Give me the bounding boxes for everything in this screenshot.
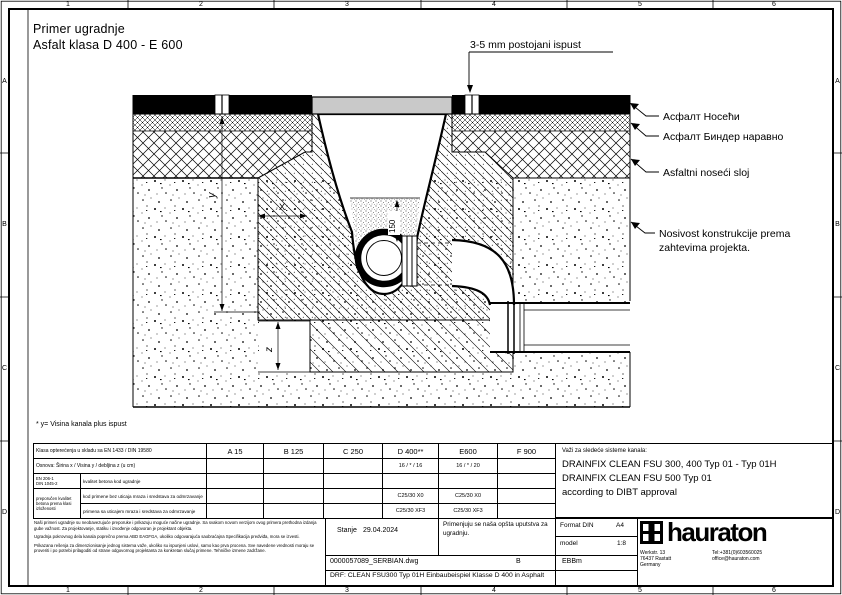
- cell: [264, 489, 324, 504]
- concrete-standard-cell: [34, 474, 81, 489]
- pipe-socket: [402, 236, 417, 286]
- titleblock-line: [637, 518, 638, 585]
- system-line: according to DIBT approval: [562, 486, 677, 498]
- hauraton-logo-icon: [640, 521, 663, 544]
- titleblock-line: [555, 536, 637, 537]
- cell: [498, 489, 556, 504]
- callout-joint-label: 3-5 mm postojani ispust: [470, 39, 581, 51]
- systems-title: Važi za sledeće sisteme kanala:: [562, 448, 647, 454]
- joint-right: [465, 95, 479, 114]
- joint-left: [215, 95, 229, 114]
- cross-section: [133, 95, 630, 407]
- disclaimer-p3: Prikazana rešenja za dimenzionisanje jednog sistema važe, ukoliko su ispunjeni uslovi, samo kao prva procena. Sve navedene vrednosti moraju se proveriti i po potrebi prilagoditi od strane odgovornog projektanta za konkretan slučaj primene. Tehničke izmene zadržane.: [34, 542, 315, 554]
- col-e600: E600: [439, 444, 498, 459]
- status-label: Stanje: [337, 527, 357, 534]
- titleblock-line: [555, 518, 556, 585]
- format-value: A4: [616, 522, 624, 529]
- col-c250: C 250: [324, 444, 383, 459]
- installation-note: Primenjuju se naša opšta uputstva za ugradnju.: [443, 521, 548, 537]
- company-phone: Tel:+381(0)603560025: [712, 550, 763, 556]
- ruler-col-3b: 3: [345, 587, 349, 594]
- valid-systems-box: [555, 443, 833, 518]
- ruler-row-a-r: A: [835, 78, 840, 85]
- disclaimer-text: [34, 520, 323, 583]
- col-a15: A 15: [207, 444, 264, 459]
- row-label: kod primene bez uticaja mraza i sredstava za odmrzavanje: [81, 489, 207, 504]
- cell: [439, 474, 498, 489]
- ruler-col-6: 6: [772, 1, 776, 8]
- ruler-col-5b: 5: [638, 587, 642, 594]
- ruler-col-4b: 4: [492, 587, 496, 594]
- drawing-description: DRF: CLEAN FSU300 Typ 01H Einbaubeispiel Klasse D 400 in Asphalt: [330, 572, 545, 579]
- cell: 16 / * / 16: [383, 459, 439, 474]
- std-line2: DIN 1045-2: [36, 481, 58, 486]
- status-date: 29.04.2024: [363, 527, 399, 534]
- cell: [324, 489, 383, 504]
- label-asphalt-binder: Асфалт Биндер наравно: [663, 131, 784, 143]
- ruler-col-4: 4: [492, 1, 496, 8]
- cell: [264, 459, 324, 474]
- ruler-row-d: D: [1, 509, 8, 516]
- table-row-header: [34, 444, 556, 459]
- table-row-concrete-quality: [34, 474, 556, 489]
- footnote-y: * y= Visina kanala plus ispust: [36, 421, 127, 428]
- cell: [324, 474, 383, 489]
- z-dim-zone: [259, 321, 309, 371]
- revision: B: [516, 558, 521, 565]
- ruler-row-c: C: [1, 365, 8, 372]
- layer-callouts: [630, 103, 790, 254]
- ruler-col-2b: 2: [199, 587, 203, 594]
- ruler-col-2: 2: [199, 1, 203, 8]
- concrete-side-label: preporučen kvalitet betona prema klasi izloženosti: [34, 489, 81, 519]
- ruler-row-b-r: B: [835, 221, 840, 228]
- ruler-row-b: B: [2, 221, 7, 228]
- label-bearing-structure-1: Nosivost konstrukcije prema: [659, 228, 791, 240]
- ruler-col-6b: 6: [772, 587, 776, 594]
- cell: [383, 474, 439, 489]
- label-bearing-structure-2: zahtevima projekta.: [659, 242, 751, 254]
- label-asphalt-surface: Асфалт Носећи: [663, 111, 740, 123]
- cell: [498, 459, 556, 474]
- ruler-row-d-r: D: [834, 509, 841, 516]
- foundation-label: Osnova: Širina x / Visina y / debljina z (u cm): [34, 459, 207, 474]
- cell: C25/30 XF3: [383, 504, 439, 519]
- ruler-col-3: 3: [345, 1, 349, 8]
- row-label: primena sa uticajem mraza i sredstava za odmrzavanje: [81, 504, 207, 519]
- cell: [207, 459, 264, 474]
- code-value: EBBm: [562, 558, 582, 565]
- row-label: kvalitet betona kod ugradnje: [81, 474, 207, 489]
- company-email: office@hauraton.com: [712, 556, 760, 562]
- dim-x-label: X: [278, 202, 286, 213]
- model-label: model: [560, 540, 578, 547]
- cell: [264, 474, 324, 489]
- ruler-col-1: 1: [66, 1, 70, 8]
- ruler-row-a: A: [2, 78, 7, 85]
- page-title-line1: Primer ugradnje: [33, 22, 125, 36]
- asphalt-binder-layer-right: [452, 114, 630, 131]
- titleblock-line: [325, 555, 637, 556]
- cell: C25/30 X0: [439, 489, 498, 504]
- page-title-line2: Asfalt klasa D 400 - E 600: [33, 38, 183, 52]
- cell: [498, 474, 556, 489]
- table-row-no-frost: [34, 489, 556, 504]
- cell: [498, 504, 556, 519]
- cell: [207, 504, 264, 519]
- table-row-foundation: [34, 459, 556, 474]
- load-class-label: Klasa opterećenja u skladu sa EN 1433 / DIN 19580: [34, 444, 207, 459]
- titleblock-line: [325, 570, 637, 571]
- table-row-frost: [34, 504, 556, 519]
- titleblock-line: [438, 518, 439, 555]
- file-name: 0000057089_SERBIAN.dwg: [330, 558, 419, 565]
- cell: 16 / * / 20: [439, 459, 498, 474]
- cell: [324, 504, 383, 519]
- company-address-1: Werkstr. 13: [640, 550, 666, 556]
- company-address-2: 76437 Rastatt: [640, 556, 672, 562]
- cell: [264, 504, 324, 519]
- col-b125: B 125: [264, 444, 324, 459]
- cell: C25/30 XF3: [439, 504, 498, 519]
- cover-slab: [312, 97, 452, 114]
- col-f900: F 900: [498, 444, 556, 459]
- cell: [207, 489, 264, 504]
- dim-z-label: z: [264, 347, 275, 352]
- cell: C25/30 X0: [383, 489, 439, 504]
- system-line: DRAINFIX CLEAN FSU 300, 400 Typ 01 - Typ 01H: [562, 459, 777, 470]
- format-label: Format DIN: [560, 522, 594, 529]
- hauraton-wordmark: hauraton: [667, 517, 767, 547]
- ruler-row-c-r: C: [834, 365, 841, 372]
- ruler-col-5: 5: [638, 1, 642, 8]
- cell: [324, 459, 383, 474]
- titleblock-line: [325, 518, 326, 585]
- foundation-slab: [310, 320, 513, 372]
- model-value: 1:8: [617, 540, 627, 547]
- ruler-col-1b: 1: [66, 587, 70, 594]
- company-address-3: Germany: [640, 562, 661, 568]
- std-line1: EN 206-1: [36, 475, 54, 481]
- cell: [207, 474, 264, 489]
- label-asphalt-base: Asfaltni noseći sloj: [663, 167, 750, 179]
- load-class-table: [33, 443, 556, 519]
- disclaimer-p1: Naši primeri ugradnje su neobavezujuće preporuke i prikazuju moguće načine ugradnje. Sa svakom novom verzijom ovog primera prethodna izdanja gube važnost. Za projektovanje, statiku i izvođenje odgovoran je projektant objekta.: [34, 520, 317, 531]
- system-line: DRAINFIX CLEAN FSU 500 Typ 01: [562, 472, 712, 484]
- dim-y-label: y: [206, 192, 218, 198]
- disclaimer-p2: Ugradnja pokrovnog dela kanala poprečno prema ABD EAGFGA, ukoliko odgovarajuća saobraćajna Specifikacija predviđa, mora se izvesti.: [34, 534, 300, 540]
- callout-joint: [467, 39, 613, 93]
- dim-150-label: 150: [388, 219, 397, 233]
- col-d400: D 400**: [383, 444, 439, 459]
